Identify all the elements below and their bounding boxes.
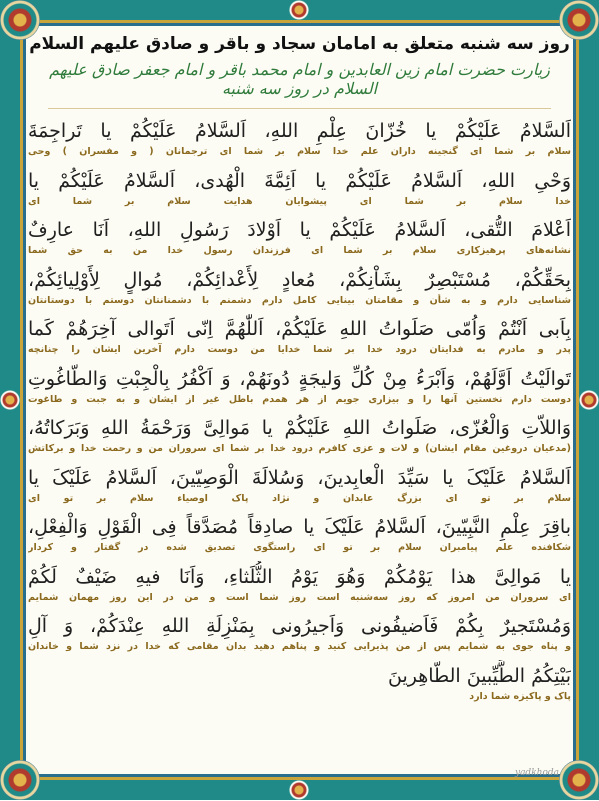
arabic-text: اَلسَّلامُ عَلَیْکُمْ یا خُزّانَ عِلْمِ اللهِ، اَلسَّلامُ عَلَیْکُمْ یا تَراجِمَةَ	[28, 115, 571, 145]
arabic-text: وَحْیِ اللهِ، اَلسَّلامُ عَلَیْکُمْ یا اَئِمَّةَ الْهُدی، اَلسَّلامُ عَلَیْکُمْ یا	[28, 165, 571, 195]
verse-line	[28, 165, 571, 215]
verse-line	[28, 214, 571, 264]
watermark: yadkhoda	[515, 768, 559, 778]
verse-list	[28, 115, 571, 709]
arabic-text: وَاللاّتِ وَالْعُزّی، صَلَواتُ اللهِ عَلَیْکُمْ یا مَوالِیَّ وَرَحْمَةُ اللهِ وَبَرَکاتُهُ،	[28, 412, 571, 442]
verse-line	[28, 264, 571, 314]
persian-translation: خدا سلام بر شما ای پیشوایان هدایت سلام بر شما ای	[28, 195, 571, 209]
side-ornament-icon	[288, 0, 310, 21]
arabic-text: اَلسَّلامُ عَلَیْکَ یا سَیِّدَ الْعابِدینَ، وَسُلالَةَ الْوَصِیّینَ، اَلسَّلامُ عَلَیْکَ یا	[28, 462, 571, 492]
arabic-text: یا مَوالِیَّ هذا یَوْمُکُمْ وَهُوَ یَوْمُ الثُّلَثاءِ، وَاَنَا فیهِ ضَیْفٌ لَکُمْ	[28, 561, 571, 591]
verse-line	[28, 462, 571, 512]
ziyarat-document	[28, 30, 571, 770]
persian-translation: پدر و مادرم به فدایتان درود خدا بر شما خدایا من دوست دارم آخرین ایشان را چنانچه	[28, 343, 571, 357]
persian-translation: نشانه‌های پرهیزکاری سلام بر شما ای فرزندان رسول خدا من به حق شما	[28, 244, 571, 258]
arabic-text: بِحَقِّکُمْ، مُسْتَبْصِرٌ بِشَاْنِکُمْ، مُعادٍ لِأَعْدائِکُمْ، مُوالٍ لِأَوْلِیائِکُمْ،	[28, 264, 571, 294]
persian-translation: شناسایی دارم و به شأن و مقامتان بینایی کامل دارم دشمنم با دشمنانتان دوستم با دوستانتان	[28, 294, 571, 308]
arabic-text: بِاَبی اَنْتُمْ وَاُمّی صَلَواتُ اللهِ عَلَیْکُمْ، اَللّٰهُمَّ اِنّی اَتَوالی آخِرَهُمْ کَما	[28, 313, 571, 343]
divider	[48, 108, 551, 109]
persian-translation: سلام بر شما ای گنجینه داران علم خدا سلام بر شما ای ترجمانان ( و مفسران ) وحی	[28, 145, 571, 159]
arabic-text: وَمُسْتَجیرٌ بِکُمْ فَاَضیفُونی وَاَجیرُونی بِمَنْزِلَةِ اللهِ عِنْدَکُمْ، وَ آلِ	[28, 610, 571, 640]
verse-line	[28, 660, 571, 710]
persian-translation: دوست دارم نخستین آنها را و بیزاری جویم از هر همدم باطل غیر از ایشان و به جبت و طاغوت	[28, 393, 571, 407]
verse-line	[28, 363, 571, 413]
page-title: روز سه شنبه متعلق به امامان سجاد و باقر و صادق علیهم السلام	[28, 34, 571, 54]
persian-translation: ای سروران من امروز که روز سه‌شنبه است روز شما است و من در این روز مهمان شمایم	[28, 591, 571, 605]
persian-translation: سلام بر تو ای بزرگ عابدان و نژاد پاک اوصیاء سلام بر تو ای	[28, 492, 571, 506]
verse-line	[28, 115, 571, 165]
arabic-text: بَیْتِکُمُ الطَّیِّبینَ الطّاهِرینَ	[28, 660, 571, 690]
side-ornament-icon	[0, 389, 21, 411]
verse-line	[28, 511, 571, 561]
arabic-text: اَعْلامَ التُّقی، اَلسَّلامُ عَلَیْکُمْ یا اَوْلادَ رَسُولِ اللهِ، اَنَا عارِفٌ	[28, 214, 571, 244]
arabic-text: تَوالَیْتُ اَوَّلَهُمْ، وَاَبْرَءُ مِنْ کُلِّ وَلیجَةٍ دُونَهُمْ، وَ اَکْفُرُ بِالْجِبْتِ وَالطّاغُوتِ	[28, 363, 571, 393]
page-subtitle: زیارت حضرت امام زین العابدین و امام محمد باقر و امام جعفر صادق علیهم السلام در روز سه شنبه	[28, 60, 571, 98]
persian-translation: پاک و پاکیزه شما دارد	[28, 690, 571, 704]
side-ornament-icon	[578, 389, 599, 411]
verse-line	[28, 313, 571, 363]
verse-line	[28, 610, 571, 660]
verse-line	[28, 412, 571, 462]
persian-translation: شکافنده علم پیامبران سلام بر تو ای راستگوی تصدیق شده در گفتار و کردار	[28, 541, 571, 555]
persian-translation: (مدعیان دروغین مقام ایشان) و لات و عزی کافرم درود خدا بر شما ای سروران من و رحمت خدا و برکاتش	[28, 442, 571, 456]
verse-line	[28, 561, 571, 611]
side-ornament-icon	[288, 779, 310, 801]
persian-translation: و پناه جوی به شمایم پس از من پذیرایی کنید و پناهم دهید بدان مقامی که خدا در نزد شما و خاندان	[28, 640, 571, 654]
arabic-text: باقِرَ عِلْمِ النَّبِیّینَ، اَلسَّلامُ عَلَیْکَ یا صادِقاً مُصَدَّقاً فِی الْقَوْلِ وَالْفِعْلِ،	[28, 511, 571, 541]
